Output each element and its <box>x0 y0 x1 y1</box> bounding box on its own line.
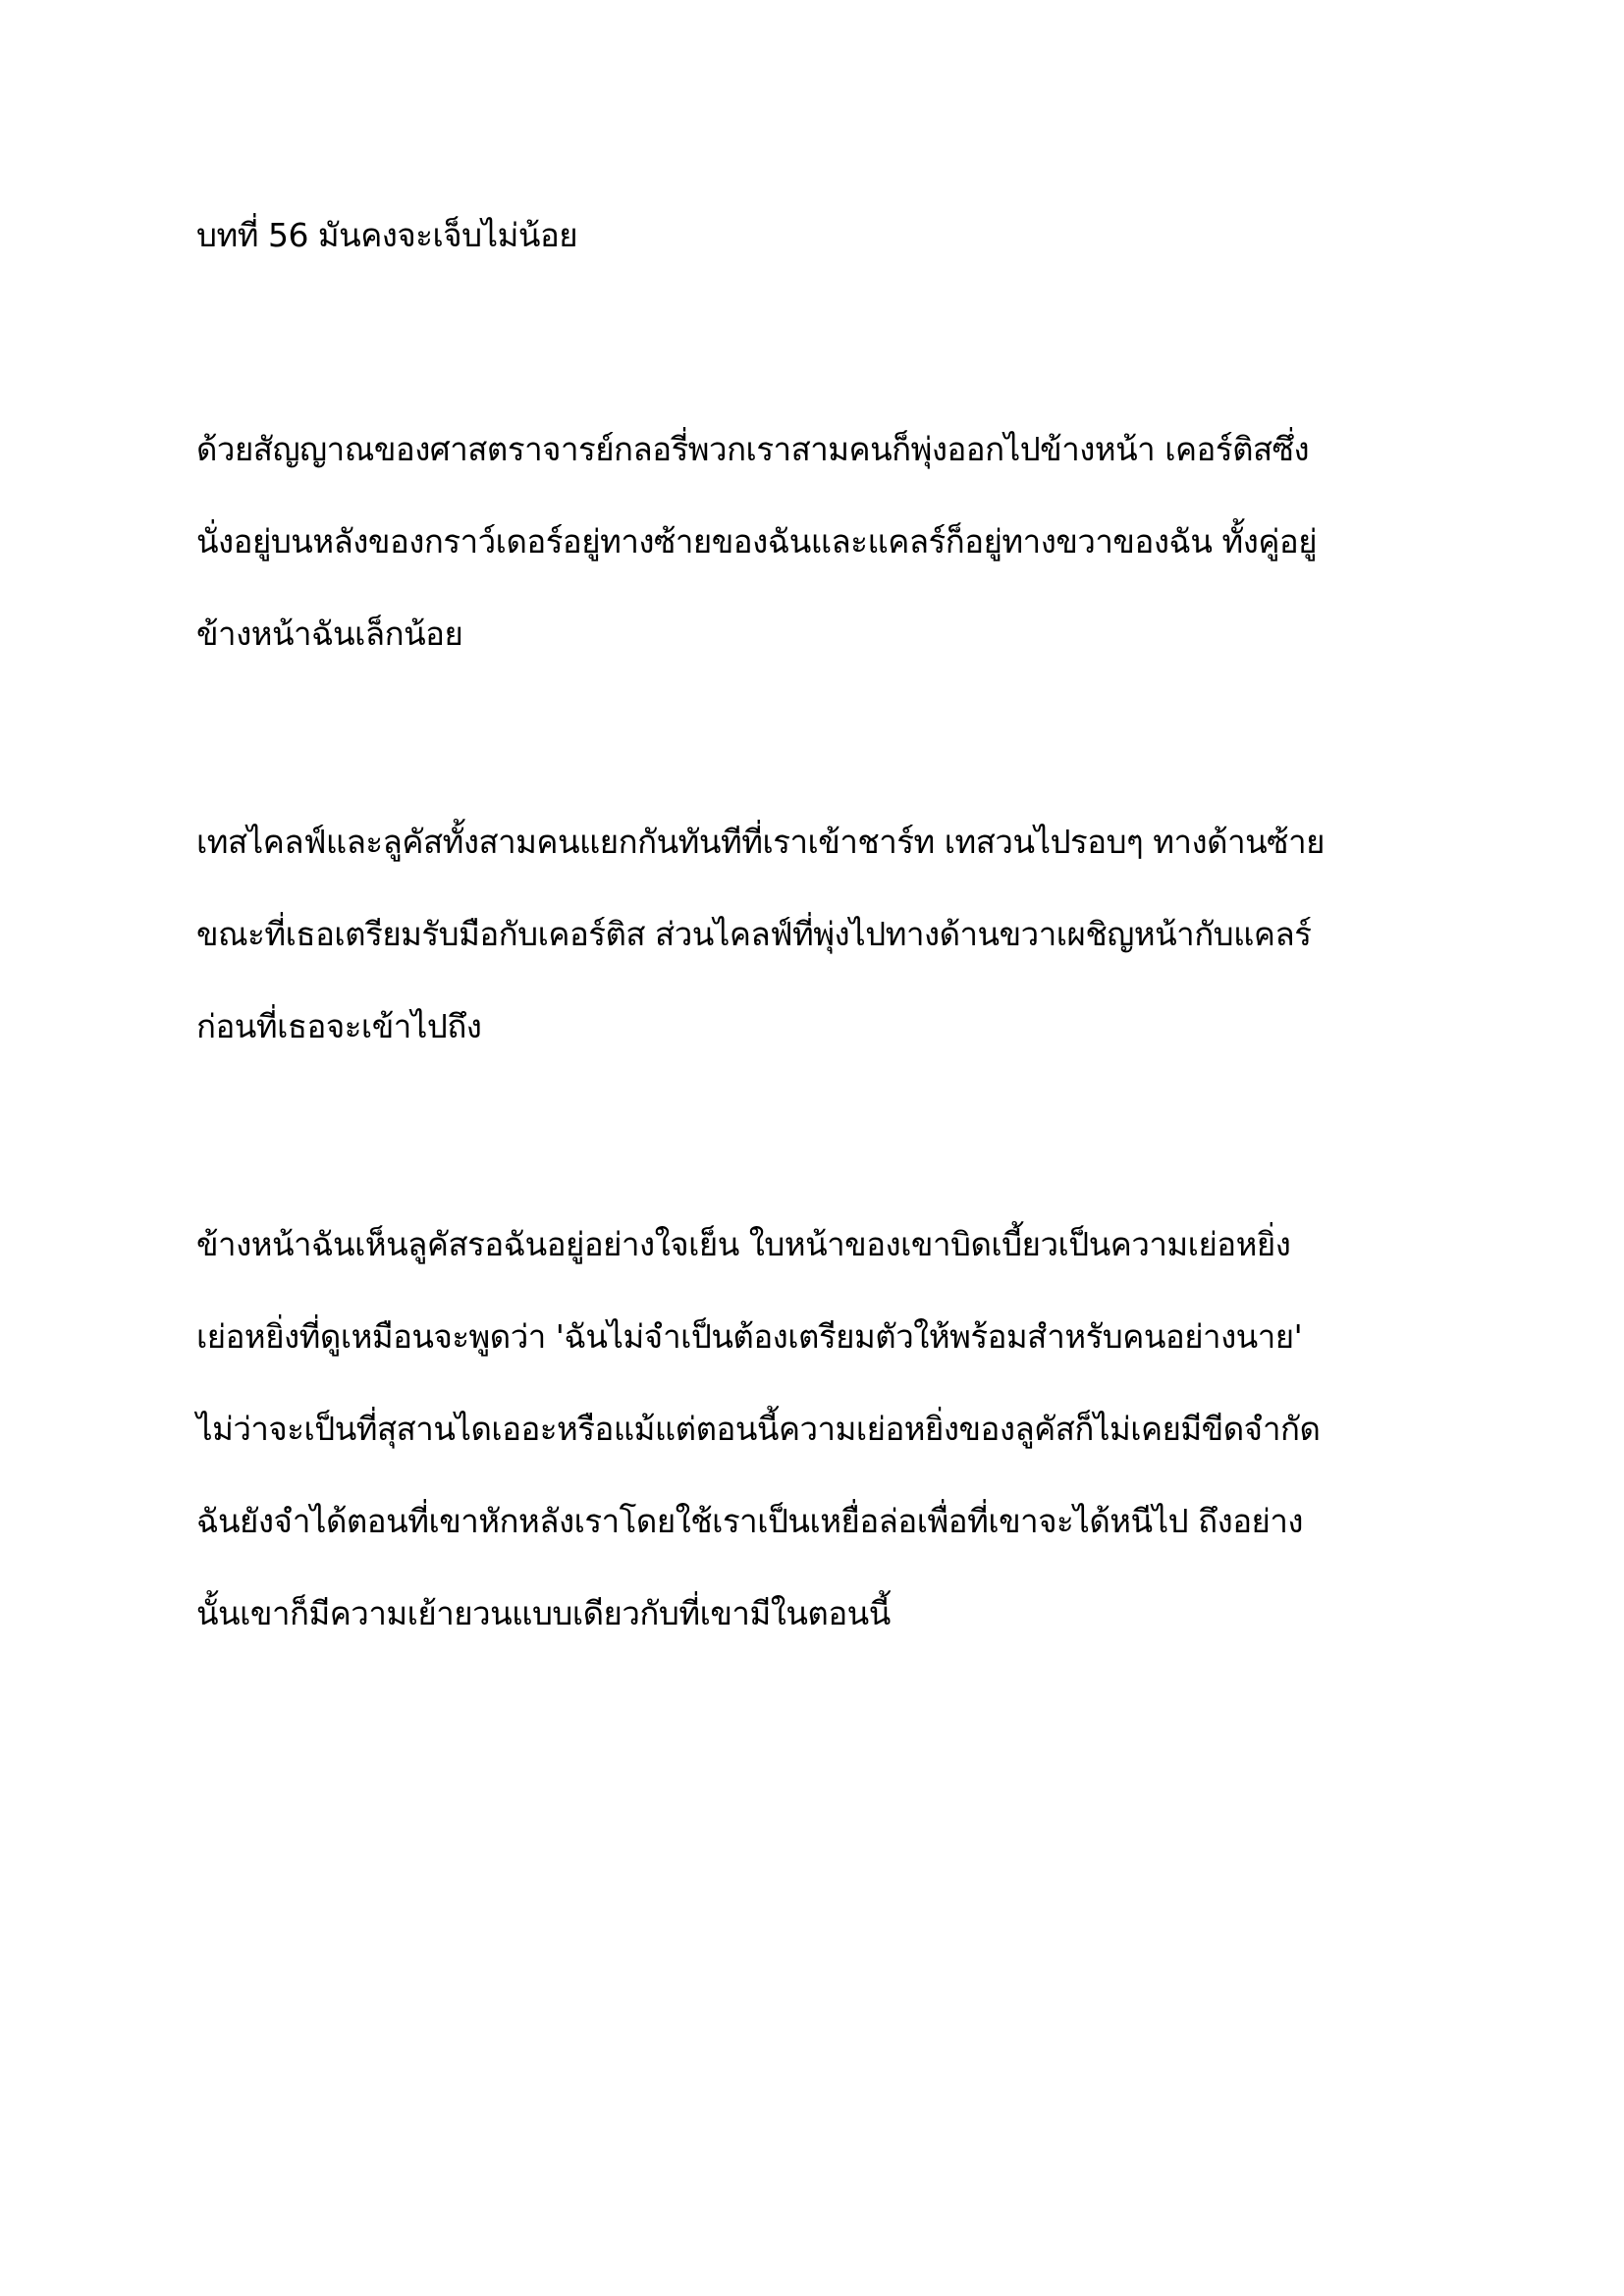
paragraph-3 <box>196 1199 1453 1660</box>
paragraph-line: ขณะที่เธอเตรียมรับมือกับเคอร์ติส ส่วนไคลฟ์ที่พุ่งไปทางด้านขวาเผชิญหน้ากับแคลร์ <box>196 915 1312 953</box>
paragraph-1 <box>196 403 1453 680</box>
paragraph-line: เทสไคลฟ์และลูคัสทั้งสามคนแยกกันทันทีที่เราเข้าชาร์ท เทสวนไปรอบๆ ทางด้านซ้าย <box>196 823 1325 861</box>
paragraph-line: นั่งอยู่บนหลังของกราว์เดอร์อยู่ทางซ้ายของฉันและแคลร์ก็อยู่ทางขวาของฉัน ทั้งคู่อยู่ <box>196 522 1318 561</box>
paragraph-line: ด้วยสัญญาณของศาสตราจารย์กลอรี่พวกเราสามคนก็พุ่งออกไปข้างหน้า เคอร์ติสซึ่ง <box>196 430 1310 468</box>
title-line: บทที่ 56 มันคงจะเจ็บไม่น้อย <box>196 216 578 254</box>
paragraph-line: ฉันยังจำได้ตอนที่เขาหักหลังเราโดยใช้เราเป็นเหยื่อล่อเพื่อที่เขาจะได้หนีไป ถึงอย่าง <box>196 1502 1304 1540</box>
paragraph-line: ไม่ว่าจะเป็นที่สุสานไดเออะหรือแม้แต่ตอนนี้ความเย่อหยิ่งของลูคัสก็ไม่เคยมีขีดจำกัด <box>196 1410 1321 1448</box>
paragraph-line: ก่อนที่เธอจะเข้าไปถึง <box>196 1007 482 1045</box>
paragraph-line: ข้างหน้าฉันเห็นลูคัสรอฉันอยู่อย่างใจเย็น ใบหน้าของเขาบิดเบี้ยวเป็นความเย่อหยิ่ง <box>196 1225 1291 1263</box>
paragraph-line: นั้นเขาก็มีความเย้ายวนแบบเดียวกับที่เขามีในตอนนี้ <box>196 1594 891 1632</box>
paragraph-line: เย่อหยิ่งที่ดูเหมือนจะพูดว่า 'ฉันไม่จำเป็นต้องเตรียมตัวให้พร้อมสำหรับคนอย่างนาย' <box>196 1317 1303 1356</box>
chapter-title <box>196 189 1453 282</box>
paragraph-line: ข้างหน้าฉันเล็กน้อย <box>196 614 463 653</box>
paragraph-2 <box>196 796 1453 1073</box>
